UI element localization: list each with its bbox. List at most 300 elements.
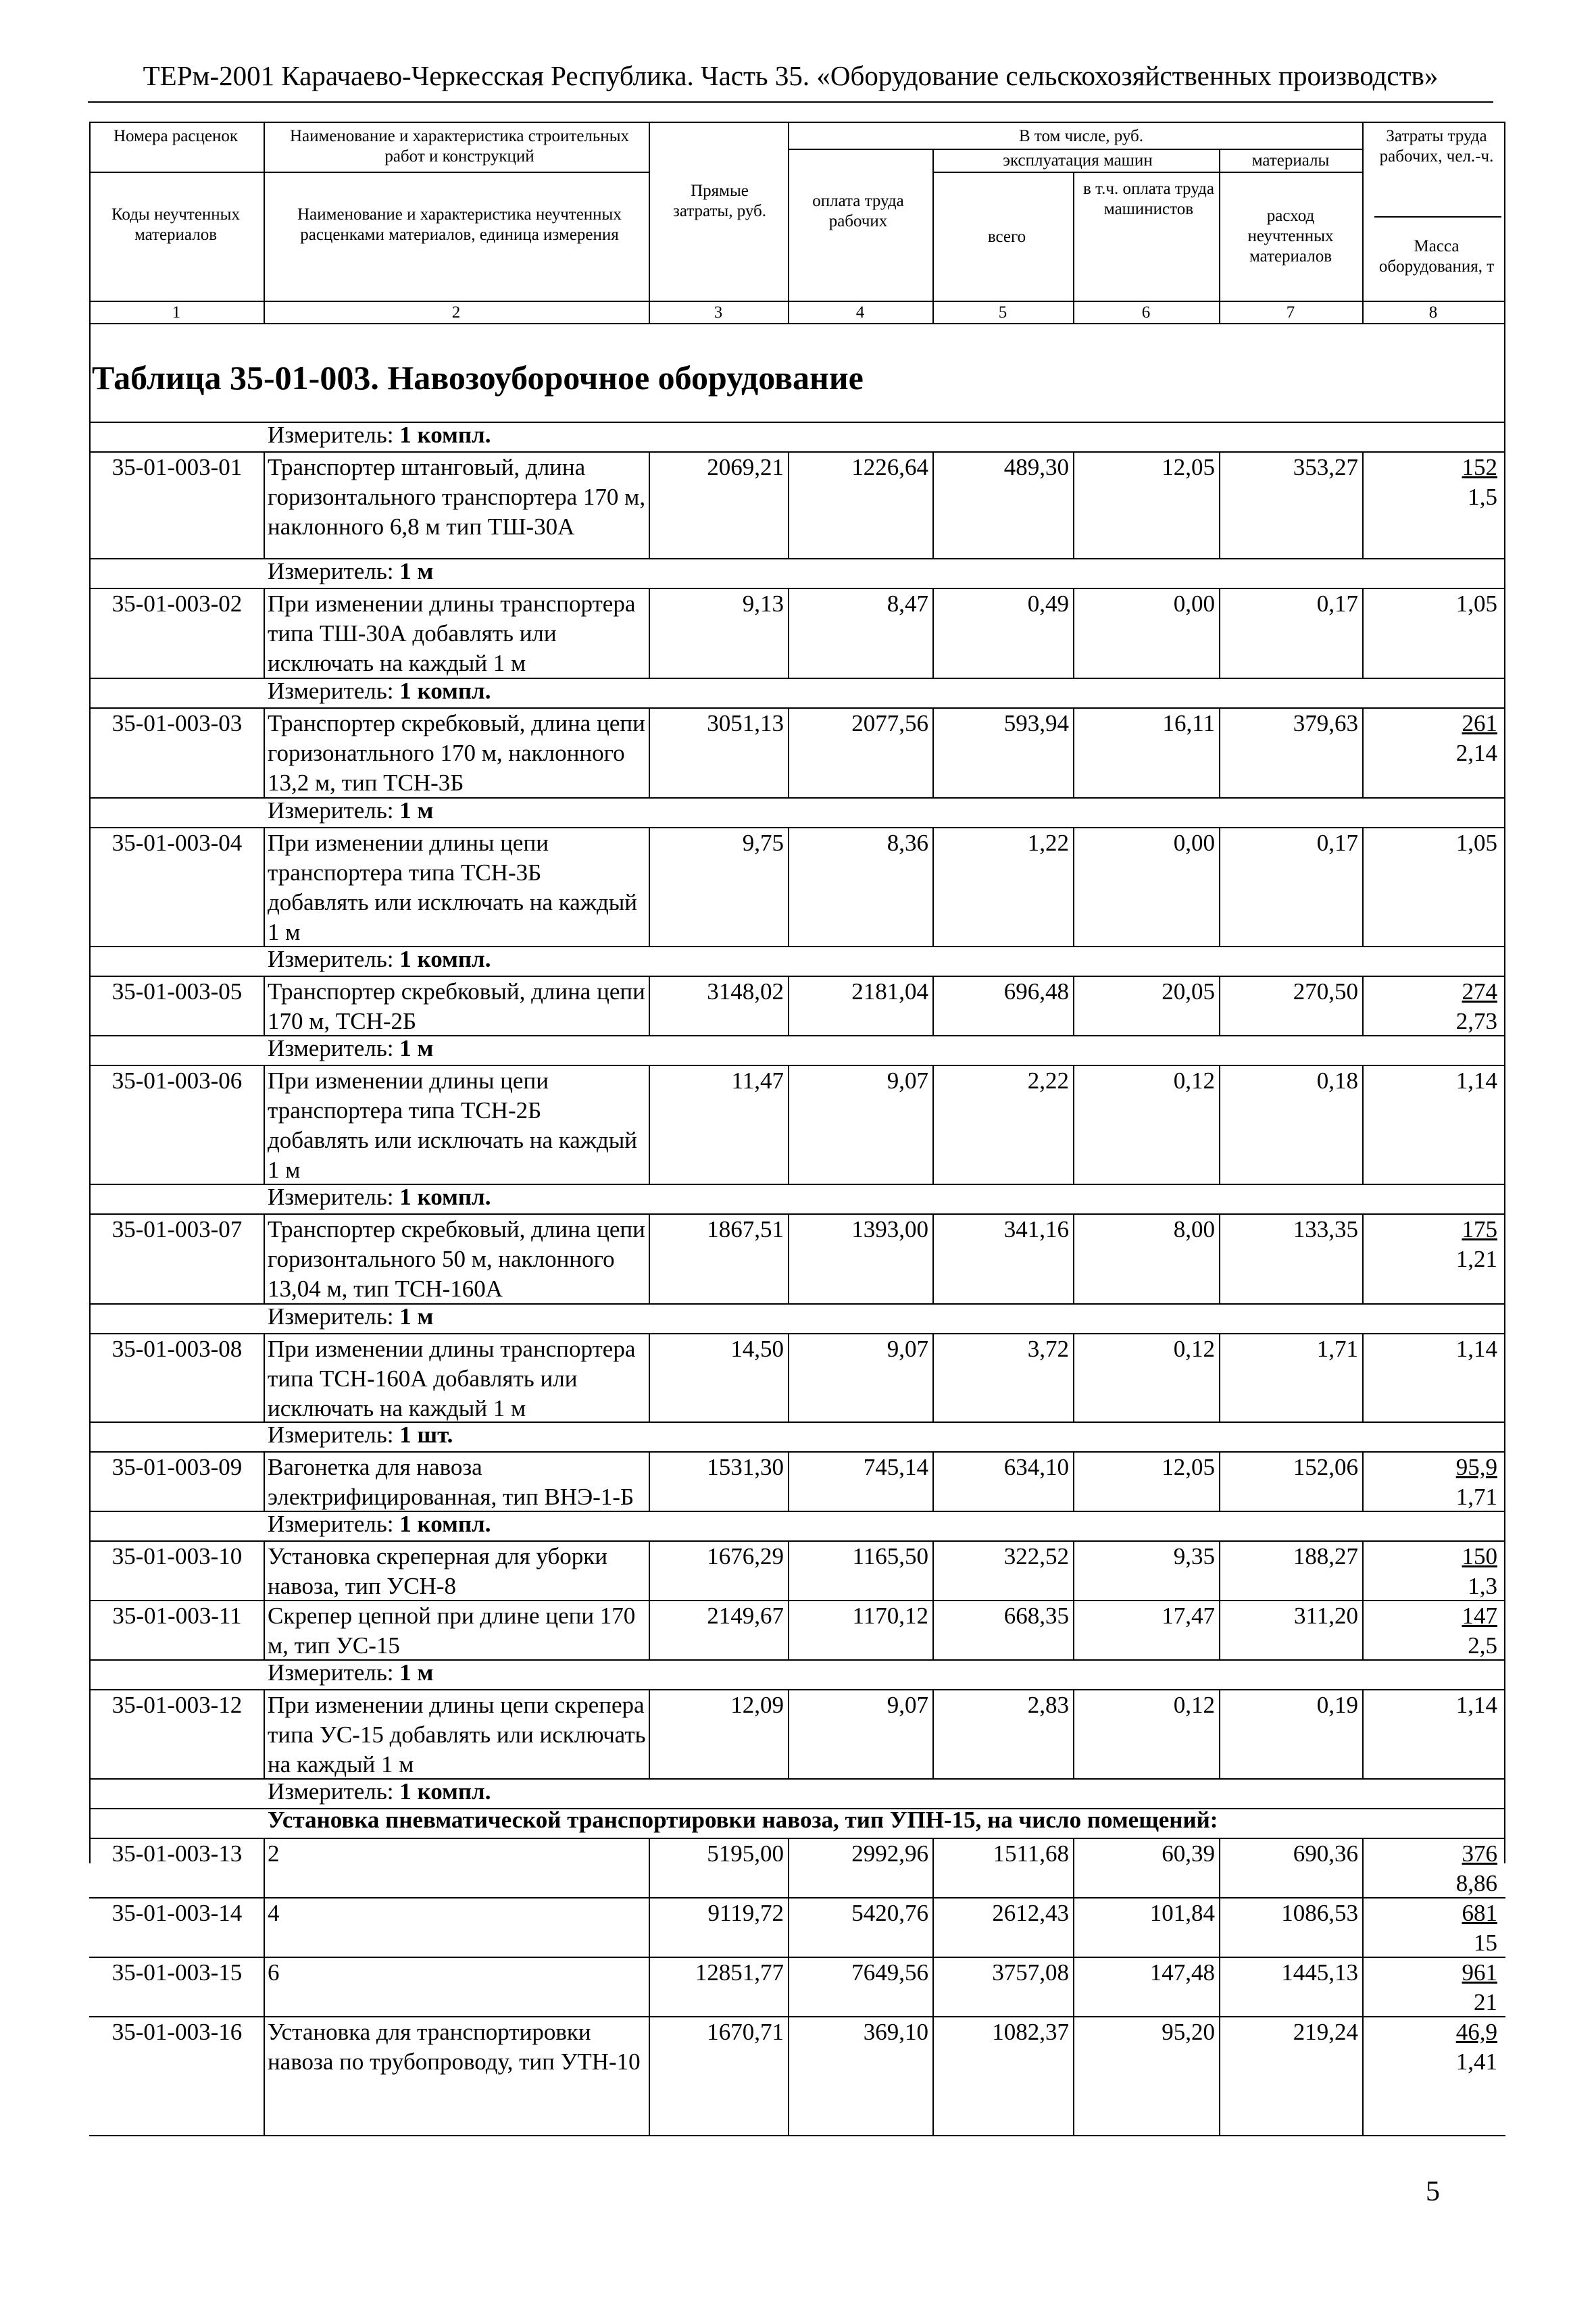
labor-hours: 1,14	[1455, 1067, 1497, 1094]
labor-mass	[1376, 589, 1497, 619]
column-rule	[264, 707, 265, 797]
column-rule	[264, 2016, 265, 2135]
rate-code: 35-01-003-05	[111, 978, 243, 1005]
column-rule	[788, 1451, 789, 1511]
hdr-material-codes: Коды неучтенных материалов	[111, 205, 240, 244]
value-c4: 1170,12	[852, 1603, 928, 1629]
column-rule	[1362, 1600, 1364, 1659]
value-c3: 9119,72	[707, 1900, 784, 1926]
value-c3: 1531,30	[707, 1454, 784, 1480]
equipment-mass: 8,86	[1455, 1870, 1497, 1896]
value-c3: 1867,51	[707, 1216, 784, 1242]
labor-mass	[1376, 1542, 1497, 1601]
measure-row	[268, 1182, 491, 1212]
column-rule	[1362, 1540, 1364, 1600]
column-rule	[932, 1213, 934, 1303]
column-rule	[1362, 976, 1364, 1035]
equipment-mass: 21	[1474, 1989, 1497, 2015]
value-c7: 690,36	[1293, 1840, 1358, 1867]
column-rule	[264, 451, 265, 558]
measure-unit: 1 м	[399, 797, 434, 824]
value-c4: 8,47	[887, 590, 928, 617]
value-c6: 0,12	[1173, 1692, 1215, 1718]
column-rule	[1362, 1213, 1364, 1303]
value-c5: 2,83	[1027, 1692, 1069, 1718]
hdr-material-usage: расход неучтенных материалов	[1247, 207, 1334, 266]
column-rule	[788, 588, 789, 678]
column-rule	[1073, 1957, 1074, 2016]
labor-mass	[1376, 453, 1497, 512]
labor-mass	[1376, 977, 1497, 1036]
value-c7: 152,06	[1293, 1454, 1358, 1480]
rate-code: 35-01-003-11	[112, 1603, 242, 1629]
value-c6: 17,47	[1162, 1603, 1215, 1629]
column-rule	[1073, 976, 1074, 1035]
hdr-line	[1504, 122, 1505, 324]
column-rule	[649, 451, 650, 558]
col-number: 4	[855, 303, 865, 322]
row-rule	[89, 2135, 1505, 2136]
column-rule	[788, 1213, 789, 1303]
hdr-line	[89, 323, 1505, 324]
hdr-equipment-mass: Масса оборудования, т	[1378, 237, 1495, 276]
column-rule	[1219, 588, 1220, 678]
column-rule	[264, 1957, 265, 2016]
column-rule	[649, 707, 650, 797]
value-c5: 2612,43	[992, 1900, 1069, 1926]
measure-unit: 1 компл.	[399, 1184, 491, 1210]
rate-name: Установка для транспортировки навоза по трубопроводу, тип УТН-10	[268, 2019, 641, 2075]
rate-name: Транспортер скребковый, длина цепи 170 м, ТСН-2Б	[268, 978, 645, 1034]
column-rule	[649, 1451, 650, 1511]
column-rule	[1073, 827, 1074, 946]
column-rule	[788, 1600, 789, 1659]
equipment-mass: 1,3	[1468, 1573, 1497, 1599]
rate-code: 35-01-003-09	[111, 1454, 243, 1480]
rate-name: 2	[268, 1840, 280, 1867]
hdr-worker-pay: оплата труда рабочих	[812, 192, 904, 230]
column-rule	[649, 588, 650, 678]
value-c6: 0,00	[1173, 830, 1215, 856]
column-rule	[1219, 976, 1220, 1035]
labor-mass	[1376, 1066, 1497, 1096]
measure-row	[268, 420, 491, 450]
value-c4: 2992,96	[851, 1840, 928, 1867]
value-c7: 270,50	[1293, 978, 1358, 1005]
hdr-line	[1362, 122, 1364, 324]
value-c6: 0,00	[1173, 590, 1215, 617]
value-c4: 369,10	[863, 2019, 928, 2045]
labor-hours: 46,9	[1455, 2019, 1497, 2045]
hdr-materials: материалы	[1251, 151, 1330, 170]
column-rule	[649, 1065, 650, 1184]
hdr-line	[932, 149, 934, 324]
column-rule	[1362, 2016, 1364, 2135]
column-rule	[1219, 451, 1220, 558]
column-rule	[264, 976, 265, 1035]
measure-label: Измеритель:	[268, 558, 400, 584]
col-number: 5	[998, 303, 1007, 322]
measure-label: Измеритель:	[268, 1422, 400, 1448]
value-c3: 3148,02	[707, 978, 784, 1005]
column-rule	[1362, 1451, 1364, 1511]
value-c3: 1670,71	[707, 2019, 784, 2045]
value-c7: 1445,13	[1281, 1959, 1358, 1986]
value-c5: 489,30	[1003, 454, 1069, 480]
value-c5: 696,48	[1003, 978, 1069, 1005]
value-c7: 219,24	[1293, 2019, 1358, 2045]
hdr-work-name: Наименование и характеристика строительных работ и конструкций	[289, 127, 629, 166]
col-number: 8	[1428, 303, 1438, 322]
column-rule	[1073, 1540, 1074, 1600]
equipment-mass: 1,21	[1455, 1246, 1497, 1272]
labor-hours: 1,14	[1455, 1692, 1497, 1718]
value-c4: 5420,76	[851, 1900, 928, 1926]
column-header	[0, 0, 1596, 324]
value-c3: 12,09	[730, 1692, 784, 1718]
column-rule	[1219, 1838, 1220, 1897]
column-rule	[788, 1838, 789, 1897]
labor-hours: 147	[1462, 1603, 1497, 1629]
column-rule	[1073, 588, 1074, 678]
value-c5: 1511,68	[993, 1840, 1069, 1867]
equipment-mass: 1,41	[1455, 2048, 1497, 2075]
column-rule	[649, 1838, 650, 1897]
equipment-mass: 1,5	[1468, 484, 1497, 510]
value-c7: 0,17	[1316, 830, 1358, 856]
labor-mass	[1376, 1601, 1497, 1661]
labor-mass	[1376, 1958, 1497, 2017]
column-rule	[1362, 1838, 1364, 1897]
measure-unit: 1 шт.	[399, 1422, 453, 1448]
measure-label: Измеритель:	[268, 678, 400, 704]
hdr-line	[264, 122, 265, 324]
labor-hours: 261	[1462, 710, 1497, 736]
measure-row	[268, 945, 491, 974]
column-rule	[1219, 2016, 1220, 2135]
hdr-line	[788, 149, 1362, 150]
value-c6: 16,11	[1162, 710, 1215, 736]
column-rule	[649, 976, 650, 1035]
page-number: 5	[1426, 2176, 1440, 2207]
page-header: ТЕРм-2001 Карачаево-Черкесская Республика. Часть 35. «Оборудование сельскохозяйственных производств»	[143, 60, 1439, 91]
rate-code: 35-01-003-15	[111, 1959, 243, 1986]
value-c6: 147,48	[1149, 1959, 1215, 1986]
value-c3: 14,50	[730, 1336, 784, 1362]
labor-hours: 1,05	[1455, 830, 1497, 856]
labor-hours: 1,05	[1455, 590, 1497, 617]
column-rule	[932, 1451, 934, 1511]
column-rule	[264, 1213, 265, 1303]
hdr-direct-costs: Прямые затраты, руб.	[672, 182, 767, 220]
value-c7: 188,27	[1293, 1543, 1358, 1569]
measure-row	[268, 676, 491, 706]
measure-row	[268, 1777, 491, 1807]
value-c6: 0,12	[1173, 1336, 1215, 1362]
labor-mass	[1376, 1334, 1497, 1364]
column-rule	[1219, 827, 1220, 946]
column-rule	[932, 1540, 934, 1600]
measure-unit: 1 компл.	[399, 946, 491, 972]
rate-code: 35-01-003-06	[111, 1067, 243, 1094]
table-border-right	[1504, 324, 1505, 1863]
column-rule	[1073, 707, 1074, 797]
labor-hours: 376	[1462, 1840, 1497, 1867]
column-rule	[1362, 1065, 1364, 1184]
table-title: Таблица 35-01-003. Навозоуборочное оборудование	[92, 359, 864, 397]
rate-name: При изменении длины цепи скрепера типа УС-15 добавлять или исключать на каждый 1 м	[268, 1692, 646, 1778]
column-rule	[1073, 1838, 1074, 1897]
col-number: 6	[1141, 303, 1151, 322]
value-c6: 12,05	[1162, 454, 1215, 480]
hdr-line	[89, 172, 650, 173]
value-c7: 379,63	[1293, 710, 1358, 736]
column-rule	[932, 451, 934, 558]
column-rule	[1219, 1065, 1220, 1184]
value-c3: 9,75	[742, 830, 784, 856]
equipment-mass: 1,71	[1455, 1484, 1497, 1510]
column-rule	[788, 451, 789, 558]
measure-row	[268, 557, 433, 586]
value-c6: 12,05	[1162, 1454, 1215, 1480]
column-rule	[649, 1333, 650, 1422]
column-rule	[264, 1540, 265, 1600]
measure-row	[268, 1509, 491, 1539]
column-rule	[1073, 2016, 1074, 2135]
column-rule	[1073, 451, 1074, 558]
column-rule	[932, 1065, 934, 1184]
equipment-mass: 2,14	[1455, 740, 1497, 766]
column-rule	[649, 1600, 650, 1659]
value-c5: 0,49	[1027, 590, 1069, 617]
column-rule	[788, 707, 789, 797]
subheading: Установка пневматической транспортировки навоза, тип УПН-15, на число помещений:	[268, 1807, 1218, 1833]
rate-code: 35-01-003-08	[111, 1336, 243, 1362]
measure-row	[268, 1658, 433, 1688]
value-c6: 9,35	[1173, 1543, 1215, 1569]
measure-unit: 1 м	[399, 1035, 434, 1061]
column-rule	[264, 1600, 265, 1659]
column-rule	[1219, 1540, 1220, 1600]
rate-code: 35-01-003-02	[111, 590, 243, 617]
column-rule	[932, 1600, 934, 1659]
rate-code: 35-01-003-14	[111, 1900, 243, 1926]
labor-mass	[1376, 1453, 1497, 1512]
column-rule	[649, 1897, 650, 1957]
rate-code: 35-01-003-07	[111, 1216, 243, 1242]
value-c4: 9,07	[887, 1067, 928, 1094]
hdr-line	[89, 122, 1505, 123]
column-rule	[1073, 1213, 1074, 1303]
value-c4: 9,07	[887, 1692, 928, 1718]
equipment-mass: 15	[1474, 1930, 1497, 1956]
column-rule	[264, 588, 265, 678]
rate-code: 35-01-003-13	[111, 1840, 243, 1867]
column-rule	[1362, 1689, 1364, 1778]
column-rule	[1219, 1213, 1220, 1303]
column-rule	[788, 1540, 789, 1600]
value-c3: 2069,21	[707, 454, 784, 480]
col-number: 7	[1286, 303, 1295, 322]
hdr-line	[89, 122, 91, 324]
column-rule	[1073, 1897, 1074, 1957]
measure-label: Измеритель:	[268, 1659, 400, 1686]
column-rule	[788, 1065, 789, 1184]
measure-label: Измеритель:	[268, 1511, 400, 1537]
measure-unit: 1 м	[399, 558, 434, 584]
column-rule	[1219, 1451, 1220, 1511]
labor-mass	[1376, 828, 1497, 858]
column-rule	[649, 1957, 650, 2016]
measure-label: Измеритель:	[268, 797, 400, 824]
measure-unit: 1 компл.	[399, 1778, 491, 1805]
value-c3: 1676,29	[707, 1543, 784, 1569]
col-number: 3	[714, 303, 723, 322]
column-rule	[1362, 1333, 1364, 1422]
value-c7: 1086,53	[1281, 1900, 1358, 1926]
value-c3: 3051,13	[707, 710, 784, 736]
labor-hours: 681	[1462, 1900, 1497, 1926]
value-c5: 1082,37	[992, 2019, 1069, 2045]
column-rule	[1073, 1065, 1074, 1184]
value-c4: 745,14	[863, 1454, 928, 1480]
measure-unit: 1 компл.	[399, 1511, 491, 1537]
column-rule	[788, 2016, 789, 2135]
column-rule	[932, 1957, 934, 2016]
column-rule	[649, 1689, 650, 1778]
value-c5: 1,22	[1027, 830, 1069, 856]
value-c3: 12851,77	[695, 1959, 784, 1986]
column-rule	[788, 1333, 789, 1422]
column-rule	[1362, 707, 1364, 797]
hdr-labor-cost: Затраты труда рабочих, чел.-ч.	[1379, 127, 1494, 166]
column-rule	[932, 827, 934, 946]
value-c7: 0,19	[1316, 1692, 1358, 1718]
column-rule	[932, 2016, 934, 2135]
column-rule	[1219, 1897, 1220, 1957]
value-c3: 5195,00	[707, 1840, 784, 1867]
column-rule	[788, 1957, 789, 2016]
column-rule	[1362, 588, 1364, 678]
value-c3: 2149,67	[707, 1603, 784, 1629]
column-rule	[1362, 827, 1364, 946]
value-c6: 20,05	[1162, 978, 1215, 1005]
measure-label: Измеритель:	[268, 1035, 400, 1061]
column-rule	[264, 1333, 265, 1422]
value-c4: 9,07	[887, 1336, 928, 1362]
labor-hours: 1,14	[1455, 1336, 1497, 1362]
column-rule	[1219, 1689, 1220, 1778]
labor-mass	[1376, 1215, 1497, 1274]
hdr-line	[1073, 172, 1074, 324]
measure-label: Измеритель:	[268, 1303, 400, 1330]
value-c6: 95,20	[1162, 2019, 1215, 2045]
column-rule	[932, 1333, 934, 1422]
column-rule	[1219, 1957, 1220, 2016]
hdr-line	[649, 122, 650, 324]
column-rule	[932, 707, 934, 797]
measure-unit: 1 м	[399, 1659, 434, 1686]
column-rule	[788, 976, 789, 1035]
column-rule	[264, 827, 265, 946]
column-rule	[649, 827, 650, 946]
value-c4: 1226,64	[851, 454, 928, 480]
hdr-line	[788, 122, 789, 324]
rate-code: 35-01-003-03	[111, 710, 243, 736]
rate-name: При изменении длины транспортера типа ТШ-30А добавлять или исключать на каждый 1 м	[268, 590, 636, 676]
value-c4: 1165,50	[852, 1543, 928, 1569]
hdr-machine-exploitation: эксплуатация машин	[1003, 151, 1153, 170]
measure-row	[268, 796, 433, 826]
measure-label: Измеритель:	[268, 1184, 400, 1210]
measure-row	[268, 1302, 433, 1332]
value-c5: 2,22	[1027, 1067, 1069, 1094]
column-rule	[1073, 1600, 1074, 1659]
measure-unit: 1 компл.	[399, 422, 491, 448]
value-c4: 7649,56	[851, 1959, 928, 1986]
column-rule	[264, 1065, 265, 1184]
column-rule	[932, 1689, 934, 1778]
column-rule	[649, 1213, 650, 1303]
column-rule	[1073, 1333, 1074, 1422]
value-c5: 341,16	[1003, 1216, 1069, 1242]
measure-label: Измеритель:	[268, 1778, 400, 1805]
hdr-including: В том числе, руб.	[1018, 127, 1144, 145]
labor-mass	[1376, 1690, 1497, 1720]
value-c7: 353,27	[1293, 454, 1358, 480]
value-c6: 101,84	[1149, 1900, 1215, 1926]
value-c4: 1393,00	[851, 1216, 928, 1242]
measure-label: Измеритель:	[268, 422, 400, 448]
value-c7: 133,35	[1293, 1216, 1358, 1242]
hdr-material-name: Наименование и характеристика неучтенных расценками материалов, единица измерения	[297, 205, 622, 244]
column-rule	[932, 588, 934, 678]
equipment-mass: 2,73	[1455, 1008, 1497, 1034]
rate-name: Вагонетка для навоза электрифицированная, тип ВНЭ-1-Б	[268, 1454, 634, 1510]
labor-hours: 152	[1462, 454, 1497, 480]
rate-name: Установка скреперная для уборки навоза, тип УСН-8	[268, 1543, 608, 1599]
rate-name: Транспортер скребковый, длина цепи горизонтального 50 м, наклонного 13,04 м, тип ТСН-160А	[268, 1216, 645, 1302]
value-c5: 634,10	[1003, 1454, 1069, 1480]
column-rule	[1073, 1689, 1074, 1778]
column-rule	[264, 1838, 265, 1897]
rate-code: 35-01-003-16	[111, 2019, 243, 2045]
rate-name: Скрепер цепной при длине цепи 170 м, тип УС-15	[268, 1603, 636, 1659]
labor-hours: 274	[1462, 978, 1497, 1005]
rate-name: Транспортер штанговый, длина горизонтального транспортера 170 м, наклонного 6,8 м тип ТШ-30А	[268, 454, 646, 540]
value-c5: 322,52	[1003, 1543, 1069, 1569]
hdr-rate-numbers: Номера расценок	[113, 127, 239, 145]
column-rule	[649, 1540, 650, 1600]
value-c4: 2181,04	[851, 978, 928, 1005]
value-c7: 0,18	[1316, 1067, 1358, 1094]
column-rule	[1073, 1451, 1074, 1511]
labor-hours: 961	[1462, 1959, 1497, 1986]
hdr-line	[1374, 216, 1501, 218]
measure-row	[268, 1420, 453, 1450]
column-rule	[932, 1838, 934, 1897]
labor-hours: 150	[1462, 1543, 1497, 1569]
col-number: 2	[451, 303, 461, 322]
value-c7: 0,17	[1316, 590, 1358, 617]
col-number: 1	[172, 303, 181, 322]
labor-hours: 175	[1462, 1216, 1497, 1242]
rate-code: 35-01-003-12	[111, 1692, 243, 1718]
rate-name: Транспортер скребковый, длина цепи горизонатльного 170 м, наклонного 13,2 м, тип ТСН-3Б	[268, 710, 645, 796]
value-c5: 3,72	[1027, 1336, 1069, 1362]
labor-hours: 95,9	[1455, 1454, 1497, 1480]
value-c4: 2077,56	[851, 710, 928, 736]
